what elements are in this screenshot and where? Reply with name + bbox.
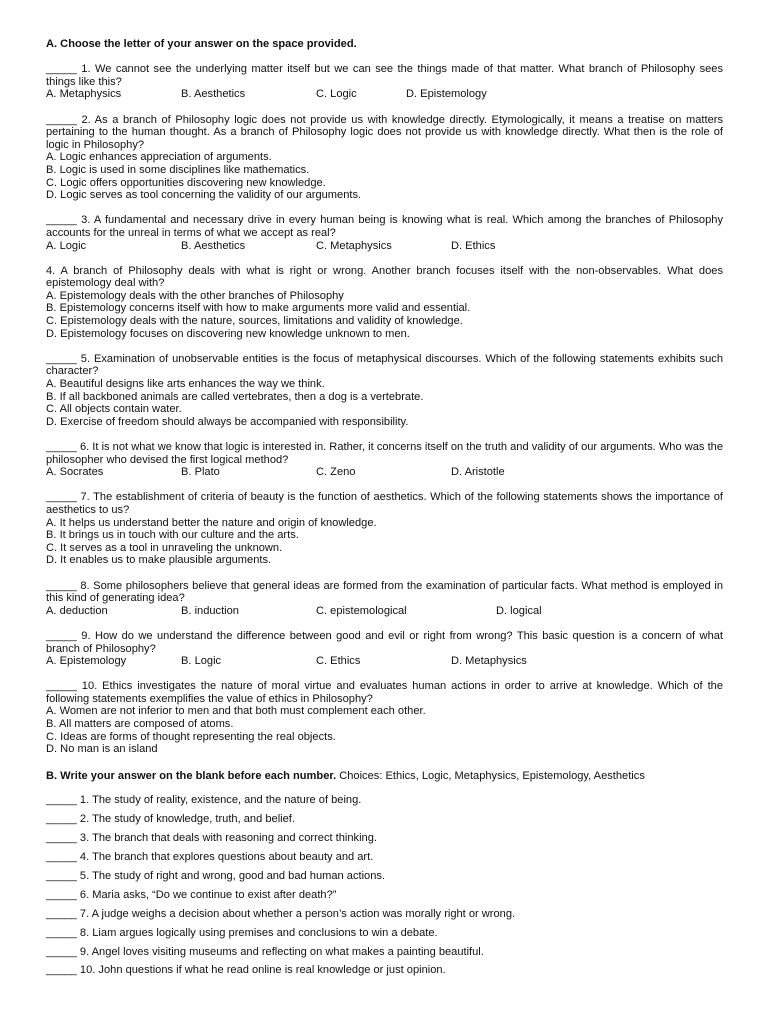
question-6 (46, 441, 723, 479)
option-d: D. Exercise of freedom should always be accompanied with responsibility. (46, 415, 409, 428)
option-b: B. Logic is used in some disciplines like mathematics. (46, 163, 310, 176)
section-b-item-9: _____ 9. Angel loves visiting museums and reflecting on what makes a painting beautiful. (46, 945, 484, 958)
question-stem: _____ 1. We cannot see the underlying matter itself but we can see the things made of that matter. What branch of Philosophy sees things like this? (46, 63, 723, 88)
section-b-heading-bold: B. Write your answer on the blank before each number. (46, 769, 337, 782)
question-stem: _____ 5. Examination of unobservable entities is the focus of metaphysical discourses. Which of the following statements exhibits such character? (46, 352, 723, 378)
option-c: C. Zeno (316, 466, 356, 479)
question-stem: 4. A branch of Philosophy deals with what is right or wrong. Another branch focuses itself with the non-observables. What does epistemology deal with? (46, 264, 723, 290)
option-d: D. logical (496, 604, 542, 617)
option-d: D. Aristotle (451, 466, 505, 479)
option-d: D. Logic serves as tool concerning the validity of our arguments. (46, 189, 362, 202)
option-d: D. No man is an island (46, 743, 158, 756)
question-4 (46, 265, 723, 341)
option-c: C. Logic offers opportunities discovering new knowledge. (46, 176, 326, 189)
option-d: D. It enables us to make plausible arguments. (46, 554, 272, 567)
option-a: A. deduction (46, 604, 108, 617)
question-stem: _____ 2. As a branch of Philosophy logic does not provide us with knowledge directly. Etymologically, it means a treatise on matters pertaining to the human thought. As a branch of Philosophy logic does not provide us with knowledge directly. What then is the role of logic in Philosophy? (46, 113, 723, 151)
option-c: C. Logic (316, 88, 357, 101)
section-b-item-8: _____ 8. Liam argues logically using premises and conclusions to win a debate. (46, 926, 438, 939)
option-a: A. Metaphysics (46, 88, 122, 101)
option-c: C. All objects contain water. (46, 403, 182, 416)
option-a: A. Women are not inferior to men and that both must complement each other. (46, 705, 426, 718)
option-b: B. All matters are composed of atoms. (46, 718, 234, 731)
question-stem: _____ 3. A fundamental and necessary drive in every human being is knowing what is real. Which among the branches of Philosophy accounts for the unreal in terms of what we accept as real? (46, 214, 723, 239)
options-row (46, 240, 723, 253)
option-d: D. Epistemology (406, 88, 487, 101)
section-b-item-2: _____ 2. The study of knowledge, truth, and belief. (46, 813, 295, 826)
question-2 (46, 114, 723, 202)
option-d: D. Epistemology focuses on discovering new knowledge unknown to men. (46, 327, 410, 340)
option-b: B. Epistemology concerns itself with how to make arguments more valid and essential. (46, 302, 471, 315)
option-c: C. Ideas are forms of thought representing the real objects. (46, 730, 336, 743)
section-b-item-1: _____ 1. The study of reality, existence, and the nature of being. (46, 794, 362, 807)
question-10 (46, 680, 723, 756)
question-5 (46, 353, 723, 429)
option-d: D. Ethics (451, 239, 496, 252)
options-row (46, 466, 723, 479)
option-b: B. Aesthetics (181, 88, 246, 101)
section-b-heading (46, 770, 723, 783)
section-a-heading: A. Choose the letter of your answer on the space provided. (46, 38, 357, 50)
option-b: B. Logic (181, 655, 222, 668)
question-stem: _____ 9. How do we understand the difference between good and evil or right from wrong? This basic question is a concern of what branch of Philosophy? (46, 629, 723, 655)
option-a: A. Socrates (46, 466, 104, 479)
option-a: A. Epistemology (46, 655, 127, 668)
options-row (46, 88, 723, 101)
option-b: B. If all backboned animals are called vertebrates, then a dog is a vertebrate. (46, 390, 424, 403)
section-b-item-10: _____ 10. John questions if what he read online is real knowledge or just opinion. (46, 964, 446, 977)
option-c: C. epistemological (316, 604, 407, 617)
question-9 (46, 630, 723, 668)
section-b-item-7: _____ 7. A judge weighs a decision about whether a person’s action was morally right or wrong. (46, 907, 516, 920)
option-b: B. Aesthetics (181, 239, 246, 252)
question-stem: _____ 10. Ethics investigates the nature of moral virtue and evaluates human actions in order to arrive at knowledge. Which of the following statements exemplifies the value of ethics in Philosophy? (46, 680, 723, 705)
question-1 (46, 63, 723, 101)
option-a: A. Beautiful designs like arts enhances the way we think. (46, 378, 325, 391)
question-stem: _____ 8. Some philosophers believe that general ideas are formed from the examination of particular facts. What method is employed in this kind of generating idea? (46, 579, 723, 605)
option-a: A. It helps us understand better the nature and origin of knowledge. (46, 516, 377, 529)
option-c: C. Epistemology deals with the nature, sources, limitations and validity of knowledge. (46, 315, 463, 328)
question-stem: _____ 6. It is not what we know that logic is interested in. Rather, it concerns itself on the truth and validity of our arguments. Who was the philosopher who devised the first logical method? (46, 441, 723, 466)
section-b-choices: Choices: Ethics, Logic, Metaphysics, Epistemology, Aesthetics (336, 769, 645, 782)
section-b-item-6: _____ 6. Maria asks, “Do we continue to exist after death?” (46, 888, 337, 901)
option-d: D. Metaphysics (451, 655, 527, 668)
option-c: C. Ethics (316, 655, 361, 668)
worksheet-page (46, 38, 723, 983)
option-c: C. Metaphysics (316, 239, 392, 252)
option-a: A. Logic (46, 239, 87, 252)
option-b: B. It brings us in touch with our culture and the arts. (46, 529, 299, 542)
options-row (46, 605, 723, 618)
section-b-item-4: _____ 4. The branch that explores questions about beauty and art. (46, 851, 374, 864)
question-8 (46, 580, 723, 618)
option-b: B. induction (181, 604, 239, 617)
section-b-item-3: _____ 3. The branch that deals with reasoning and correct thinking. (46, 832, 377, 845)
question-3 (46, 214, 723, 252)
question-7 (46, 491, 723, 567)
question-stem: _____ 7. The establishment of criteria of beauty is the function of aesthetics. Which of the following statements shows the importance of aesthetics to us? (46, 491, 723, 516)
option-b: B. Plato (181, 466, 220, 479)
option-a: A. Logic enhances appreciation of arguments. (46, 151, 272, 164)
option-a: A. Epistemology deals with the other branches of Philosophy (46, 289, 344, 302)
option-c: C. It serves as a tool in unraveling the unknown. (46, 541, 283, 554)
options-row (46, 655, 723, 668)
section-b-item-5: _____ 5. The study of right and wrong, good and bad human actions. (46, 870, 386, 882)
